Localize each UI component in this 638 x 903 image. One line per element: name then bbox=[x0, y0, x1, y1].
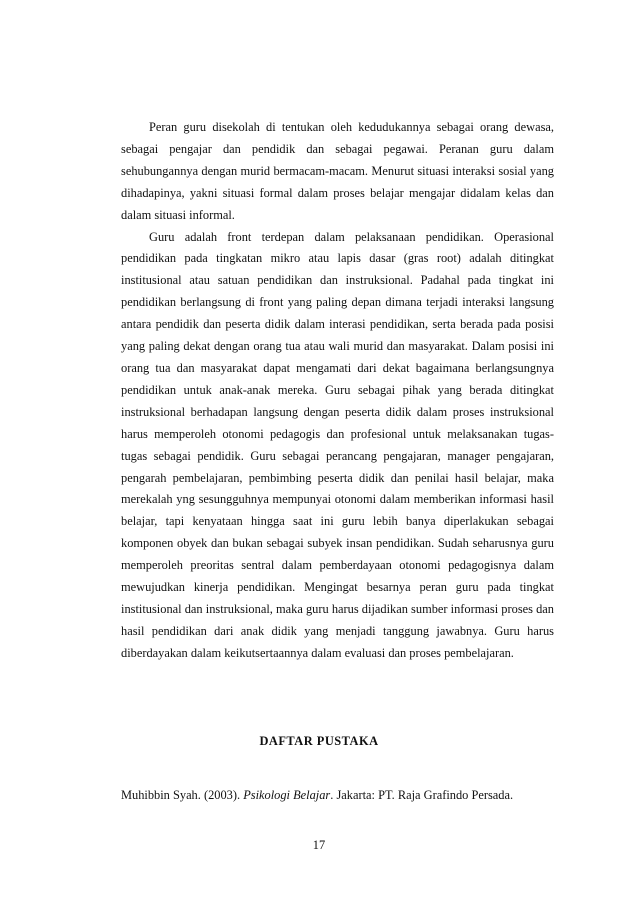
page-number: 17 bbox=[312, 838, 326, 852]
paragraph-2: Guru adalah front terdepan dalam pelaksanaan pendidikan. Operasional pendidikan pada tingkatan mikro atau lapis dasar (gras root) adalah ditingkat institusional atau satuan pendidikan dan instruksional. Padahal pada tingkat ini pendidikan berlangsung di front yang paling depan dimana terjadi interaksi langsung antara pendidik dan peserta didik dalam interasi pendidikan, serta berada pada posisi yang paling dekat dengan orang tua atau wali murid dan masyarakat. Dalam posisi ini orang tua dan masyarakat dapat mengamati dari dekat bagaimana berlangsungnya pendidikan untuk anak-anak mereka. Guru sebagai pihak yang berada ditingkat instruksional berhadapan langsung dengan peserta didik dalam proses instruksional harus memperoleh otonomi pedagogis dan profesional untuk melaksanakan tugas-tugas sebagai pendidik. Guru sebagai perancang pengajaran, manager pengajaran, pengarah pembelajaran, pembimbing peserta didik dan penilai hasil belajar, maka merekalah yng sesungguhnya mempunyai otonomi dalam memberikan informasi hasil belajar, tapi kenyataan hingga saat ini guru lebih banya diperlakukan sebagai komponen obyek dan bukan sebagai subyek insan pendidikan. Sudah seharusnya guru memperoleh preoritas sentral dalam pemberdayaan otonomi pedagogisnya dalam mewujudkan kinerja pendidikan. Mengingat besarnya peran guru pada tingkat institusional dan instruksional, maka guru harus dijadikan sumber informasi proses dan hasil pendidikan dari anak didik yang menjadi tanggung jawabnya. Guru harus diberdayakan dalam keikutsertaannya dalam evaluasi dan proses pembelajaran. bbox=[121, 229, 554, 660]
references-heading: DAFTAR PUSTAKA bbox=[259, 734, 379, 748]
reference-author-year: Muhibbin Syah. (2003). bbox=[121, 788, 244, 802]
reference-publisher: . Jakarta: PT. Raja Grafindo Persada. bbox=[330, 788, 514, 802]
reference-entry bbox=[121, 788, 561, 803]
paragraph-1: Peran guru disekolah di tentukan oleh kedudukannya sebagai orang dewasa, sebagai pengajar dan pendidik dan sebagai pegawai. Peranan guru dalam sehubungannya dengan murid bermacam-macam. Menurut situasi interaksi sosial yang dihadapinya, yakni situasi formal dalam proses belajar mengajar didalam kelas dan dalam situasi informal. bbox=[121, 120, 554, 222]
body-text bbox=[121, 117, 554, 665]
reference-title: Psikologi Belajar bbox=[243, 788, 331, 802]
